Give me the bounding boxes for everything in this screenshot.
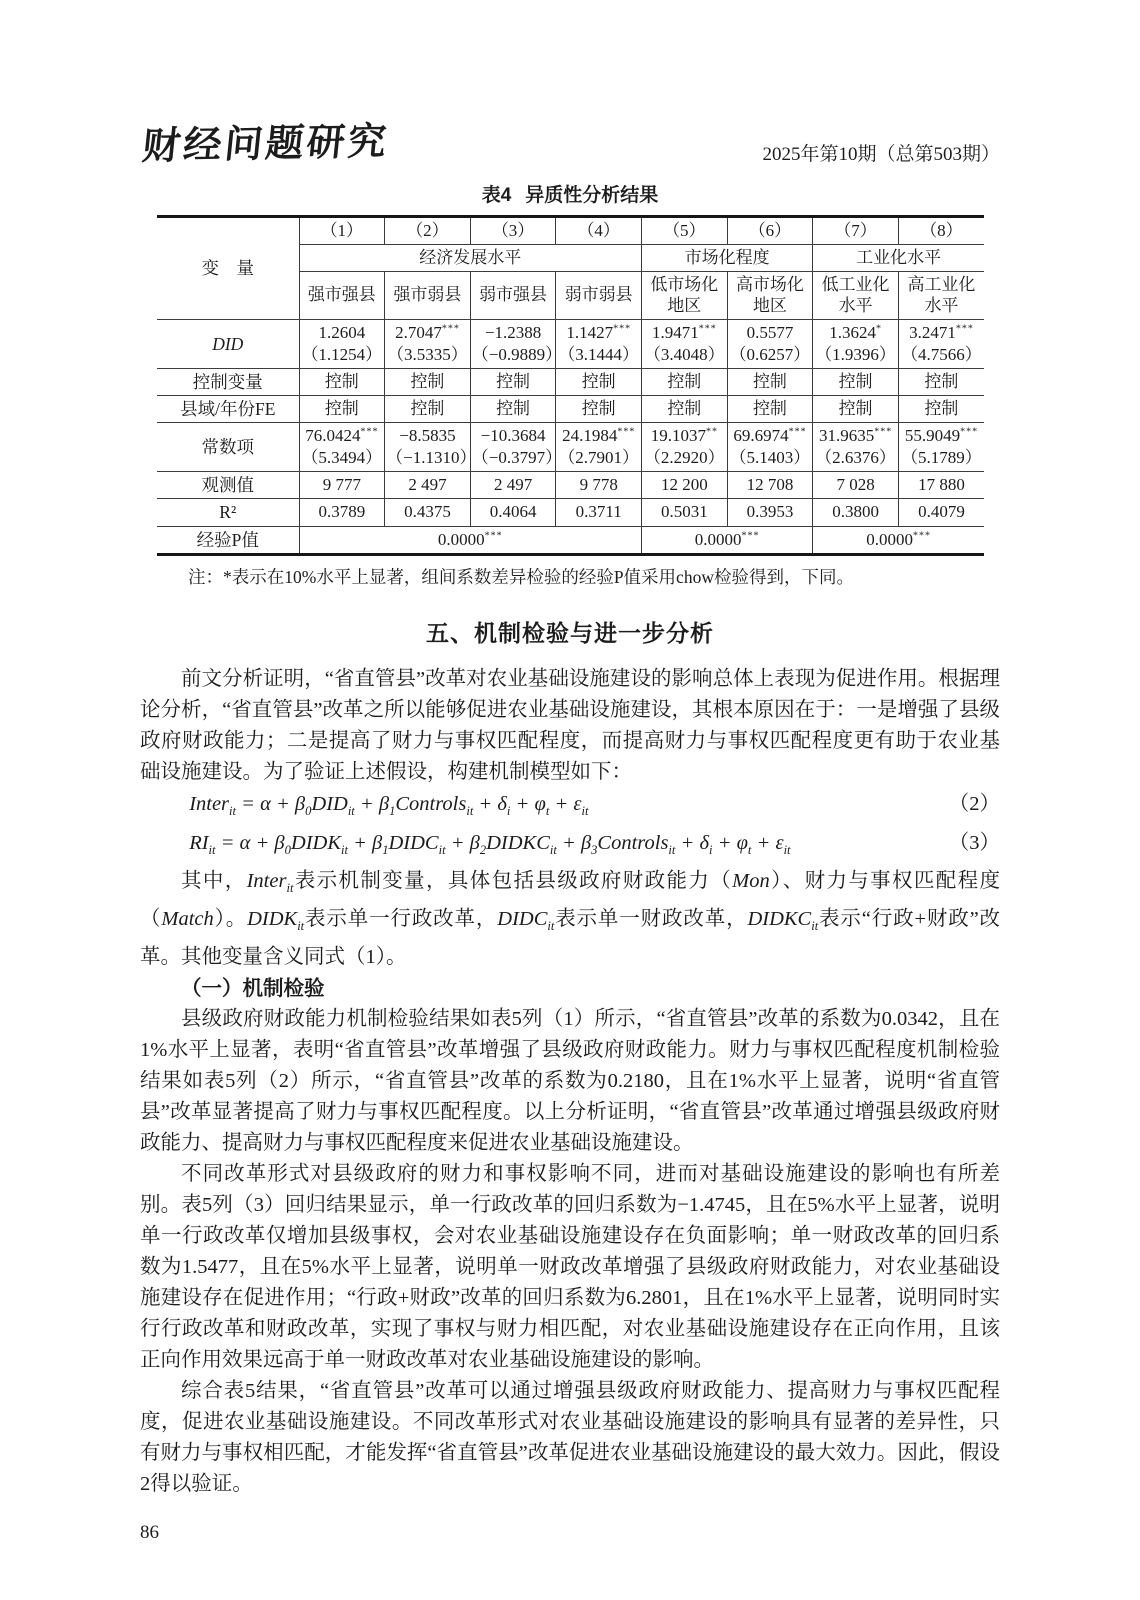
significance-stars: * [875, 323, 882, 335]
value-cell: 控制 [642, 368, 728, 395]
row-label: R² [157, 499, 299, 526]
row-label: 县域/年份FE [157, 395, 299, 422]
value-cell: 控制 [556, 395, 642, 422]
row-label: DID [157, 320, 299, 369]
value-cell: 12 708 [727, 471, 813, 498]
significance-stars: *** [613, 323, 632, 335]
column-number: （5） [642, 217, 728, 245]
row-label: 经验P值 [157, 526, 299, 554]
coefficient-cell: 3.2471*** （4.7566） [898, 320, 984, 369]
significance-stars: *** [960, 426, 979, 438]
paragraph: 县级政府财政能力机制检验结果如表5列（1）所示，“省直管县”改革的系数为0.0342，且在1%水平上显著，表明“省直管县”改革增强了县级政府财政能力。财力与事权匹配程度机制检验结果如表5列（2）所示，“省直管县”改革的系数为0.2180，且在1%水平上显著，说明“省直管县”改革显著提高了财力与事权匹配程度。以上分析证明，“省直管县”改革通过增强县级政府财政能力、提高财力与事权匹配程度来促进农业基础设施建设。 [140, 1008, 1000, 1155]
group-header: 工业化水平 [813, 244, 984, 271]
coefficient-cell: 69.6974*** （5.1403） [727, 423, 813, 472]
pvalue-cell: 0.0000*** [642, 526, 813, 554]
table-row [157, 368, 984, 395]
section-title: 五、机制检验与进一步分析 [426, 619, 714, 646]
significance-stars: *** [617, 426, 636, 438]
coefficient-cell: 1.2604 （1.1254） [299, 320, 385, 369]
value-cell: 0.4064 [470, 499, 556, 526]
sub-header: 低市场化地区 [642, 271, 728, 320]
table-row [157, 423, 984, 472]
significance-stars: *** [955, 323, 974, 335]
value-cell: 控制 [385, 395, 471, 422]
coefficient-cell: −1.2388 （−0.9889） [470, 320, 556, 369]
coefficient-cell: 1.3624* （1.9396） [813, 320, 899, 369]
coefficient-cell: 31.9635*** （2.6376） [813, 423, 899, 472]
group-header: 市场化程度 [642, 244, 813, 271]
paragraph: 不同改革形式对县级政府的财力和事权影响不同，进而对基础设施建设的影响也有所差别。表5列（3）回归结果显示，单一行政改革的回归系数为−1.4745，且在5%水平上显著，说明单一行政改革仅增加县级事权，会对农业基础设施建设存在负面影响；单一财政改革的回归系数为1.5477，且在5%水平上显著，说明单一财政改革增强了县级政府财政能力，对农业基础设施建设存在促进作用；“行政+财政”改革的回归系数为6.2801，且在1%水平上显著，说明同时实行行政改革和财政改革，实现了事权与财力相匹配，对农业基础设施建设存在正向作用，且该正向作用效果远高于单一财政改革对农业基础设施建设的影响。 [140, 1163, 1000, 1372]
value-cell: 控制 [898, 368, 984, 395]
significance-stars: *** [698, 323, 717, 335]
paragraph: 前文分析证明，“省直管县”改革对农业基础设施建设的影响总体上表现为促进作用。根据理论分析，“省直管县”改革之所以能够促进农业基础设施建设，其根本原因在于：一是增强了县级政府财政能力；二是提高了财力与事权匹配程度，而提高财力与事权匹配程度更有助于农业基础设施建设。为了验证上述假设，构建机制模型如下： [140, 667, 1000, 783]
table-number: 表4 [481, 185, 512, 206]
value-cell: 0.3789 [299, 499, 385, 526]
equation [140, 788, 1000, 827]
value-cell: 2 497 [470, 471, 556, 498]
coefficient-cell: 2.7047*** （3.5335） [385, 320, 471, 369]
significance-stars: ** [705, 426, 718, 438]
value-cell: 9 777 [299, 471, 385, 498]
table-note: 注：*表示在10%水平上显著，组间系数差异检验的经验P值采用chow检验得到，下同。 [188, 566, 854, 587]
column-number: （7） [813, 217, 899, 245]
coefficient-cell: 1.9471*** （3.4048） [642, 320, 728, 369]
table-title-text: 异质性分析结果 [525, 185, 659, 206]
significance-stars: *** [360, 426, 379, 438]
equation [140, 827, 1000, 866]
value-cell: 2 497 [385, 471, 471, 498]
paragraph: 其中，Inter$_{it}$表示机制变量，具体包括县级政府财政能力（Mon）、财力与事权匹配程度（Match）。$DIDK_{it}$表示单一行政改革，$DIDC_{it}$表示单一财政改革，$DIDKC_{it}$表示“行政+财政”改革。其他变量含义同式（1）。 [140, 870, 1001, 969]
table-row [157, 320, 984, 369]
sub-header: 高市场化地区 [727, 271, 813, 320]
equation-body: Inter$_{it}$ = $\alpha + \beta_0DID_{it}$ + $\beta_1Controls_{it} + \delta_i + \varphi_t + \varepsilon_{it}$ [189, 792, 589, 819]
value-cell: 控制 [813, 395, 899, 422]
significance-stars: *** [874, 426, 893, 438]
significance-stars: *** [788, 426, 807, 438]
value-cell: 0.3953 [727, 499, 813, 526]
coefficient-cell: 24.1984*** （2.7901） [556, 423, 642, 472]
section-body [140, 664, 1000, 1500]
column-number: （3） [470, 217, 556, 245]
journal-logo: 财经问题研究 [140, 117, 392, 169]
column-number: （1） [299, 217, 385, 245]
significance-stars: *** [484, 530, 503, 542]
coefficient-cell: 55.9049*** （5.1789） [898, 423, 984, 472]
coefficient-cell: 1.1427*** （3.1444） [556, 320, 642, 369]
value-cell: 控制 [299, 395, 385, 422]
column-number: （2） [385, 217, 471, 245]
page-number: 86 [140, 1522, 159, 1544]
variable-column-header: 变 量 [157, 217, 299, 320]
column-number: （8） [898, 217, 984, 245]
column-number: （6） [727, 217, 813, 245]
value-cell: 0.4375 [385, 499, 471, 526]
value-cell: 控制 [727, 395, 813, 422]
value-cell: 控制 [642, 395, 728, 422]
group-header: 经济发展水平 [299, 244, 642, 271]
value-cell: 9 778 [556, 471, 642, 498]
coefficient-cell: 19.1037** （2.2920） [642, 423, 728, 472]
table-title [140, 180, 1000, 207]
page-content [140, 118, 1000, 1544]
row-label: 常数项 [157, 423, 299, 472]
value-cell: 控制 [470, 395, 556, 422]
coefficient-cell: −10.3684 （−0.3797） [470, 423, 556, 472]
value-cell: 控制 [898, 395, 984, 422]
value-cell: 控制 [385, 368, 471, 395]
coefficient-cell: 0.5577 （0.6257） [727, 320, 813, 369]
pvalue-cell: 0.0000*** [813, 526, 984, 554]
page-header [140, 118, 1000, 170]
value-cell: 控制 [299, 368, 385, 395]
sub-header: 高工业化水平 [898, 271, 984, 320]
heterogeneity-results-table [157, 215, 984, 556]
significance-stars: *** [741, 530, 760, 542]
value-cell: 控制 [727, 368, 813, 395]
sub-header: 低工业化水平 [813, 271, 899, 320]
sub-header: 强市强县 [299, 271, 385, 320]
value-cell: 0.4079 [898, 499, 984, 526]
table-row [157, 471, 984, 498]
issue-info: 2025年第10期（总第503期） [762, 144, 1000, 165]
value-cell: 7 028 [813, 471, 899, 498]
value-cell: 0.5031 [642, 499, 728, 526]
table-header-row [157, 217, 984, 245]
value-cell: 17 880 [898, 471, 984, 498]
sub-header: 弱市强县 [470, 271, 556, 320]
row-label: 观测值 [157, 471, 299, 498]
column-number: （4） [556, 217, 642, 245]
paragraph: 综合表5结果，“省直管县”改革可以通过增强县级政府财政能力、提高财力与事权匹配程度，促进农业基础设施建设。不同改革形式对农业基础设施建设的影响具有显著的差异性，只有财力与事权相匹配，才能发挥“省直管县”改革促进农业基础设施建设的最大效力。因此，假设2得以验证。 [140, 1380, 1000, 1496]
subsection-heading: （一）机制检验 [181, 977, 325, 1001]
coefficient-cell: 76.0424*** （5.3494） [299, 423, 385, 472]
equation-number: （3） [948, 832, 1000, 855]
sub-header: 弱市弱县 [556, 271, 642, 320]
sub-header: 强市弱县 [385, 271, 471, 320]
value-cell: 12 200 [642, 471, 728, 498]
equation-number: （2） [948, 792, 1000, 815]
significance-stars: *** [441, 323, 460, 335]
pvalue-cell: 0.0000*** [299, 526, 642, 554]
table-row [157, 395, 984, 422]
table-row [157, 526, 984, 554]
equation-body: $RI_{it} = \alpha$ + $\beta_0DIDK_{it}$ + $\beta_1DIDC_{it}$ + $\beta_2DIDKC_{it}$ + $\beta_3Controls_{it} + \delta_i + \varphi_t + \varepsilon_{it}$ [189, 832, 791, 858]
significance-stars: *** [913, 530, 931, 542]
value-cell: 控制 [470, 368, 556, 395]
row-label: 控制变量 [157, 368, 299, 395]
table-row [157, 499, 984, 526]
value-cell: 控制 [556, 368, 642, 395]
coefficient-cell: −8.5835 （−1.1310） [385, 423, 471, 472]
value-cell: 控制 [813, 368, 899, 395]
value-cell: 0.3800 [813, 499, 899, 526]
value-cell: 0.3711 [556, 499, 642, 526]
